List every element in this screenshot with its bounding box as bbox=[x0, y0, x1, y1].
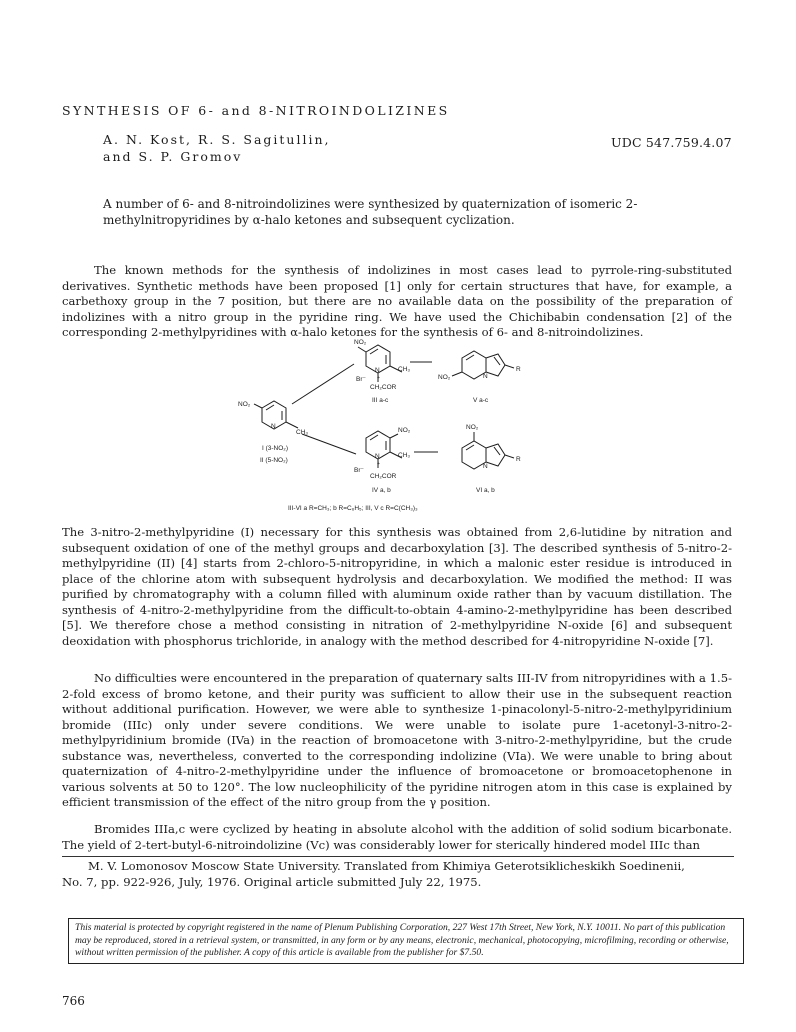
scheme-nplus-IV: + bbox=[377, 461, 380, 467]
scheme-br-III: Br⁻ bbox=[356, 376, 366, 383]
arrow-to-IV bbox=[302, 434, 356, 454]
arrow-to-III bbox=[292, 364, 354, 404]
paragraph-4: Bromides IIIa,c were cyclized by heating in absolute alcohol with the addition of solid sodium bicarbonate. The yield of 2-tert-butyl-6-nitroindolizine (Vc) was considerably lower for sterically hindered model IIIc than bbox=[62, 822, 732, 852]
label-II: II (5-NO₂) bbox=[260, 457, 288, 464]
scheme-ch3-start: CH₃ bbox=[296, 429, 309, 436]
authors-line-2: and S. P. Gromov bbox=[103, 149, 243, 164]
scheme-caption: III-VI a R=CH₃; b R=C₆H₅; III, V c R=C(CH₃)₃ bbox=[288, 505, 418, 512]
scheme-r-VI: R bbox=[516, 456, 521, 463]
scheme-no2-IV: NO₂ bbox=[398, 427, 411, 434]
label-IV: IV a, b bbox=[372, 487, 391, 494]
scheme-nplus-III: + bbox=[377, 375, 380, 381]
scheme-br-IV: Br⁻ bbox=[354, 467, 364, 474]
footnote-line-2: No. 7, pp. 922-926, July, 1976. Original article submitted July 22, 1975. bbox=[62, 874, 482, 889]
label-III: III a-c bbox=[372, 397, 389, 404]
scheme-n-start: N bbox=[271, 423, 276, 430]
authors-line-1: A. N. Kost, R. S. Sagitullin, bbox=[103, 132, 331, 147]
scheme-ch3-III: CH₃ bbox=[398, 366, 411, 373]
scheme-n-IV: N bbox=[375, 453, 380, 460]
scheme-ch3-IV: CH₃ bbox=[398, 452, 411, 459]
scheme-ch2cor-IV: CH₂COR bbox=[370, 473, 397, 480]
article-title: SYNTHESIS OF 6- and 8-NITROINDOLIZINES bbox=[62, 103, 450, 118]
indolizine-V-five-ring bbox=[486, 354, 505, 376]
label-V: V a-c bbox=[473, 397, 489, 404]
scheme-n-III: N bbox=[375, 367, 380, 374]
label-VI: VI a, b bbox=[476, 487, 495, 494]
scheme-r-V: R bbox=[516, 366, 521, 373]
footnote-line-1: M. V. Lomonosov Moscow State University. Translated from Khimiya Geterotsiklicheskikh Soedinenii, bbox=[88, 859, 685, 873]
scheme-no2-start: NO₂ bbox=[238, 401, 251, 408]
paragraph-1: The known methods for the synthesis of indolizines in most cases lead to pyrrole-ring-substituted derivatives. Synthetic methods have been proposed [1] only for certain structures that have, for example, a carbethoxy group in the 7 position, but there are no available data on the possibility of the preparation of indolizines with a nitro group in the pyridine ring. We have used the Chichibabin condensation [2] of the corresponding 2-methylpyridines with α-halo ketones for the synthesis of 6- and 8-nitroindolizines. bbox=[62, 263, 732, 339]
paragraph-2: The 3-nitro-2-methylpyridine (I) necessary for this synthesis was obtained from 2,6-lutidine by nitration and subsequent oxidation of one of the methyl groups and decarboxylation [3]. The described synthesis of 5-nitro-2-methylpyridine (II) [4] starts from 2-chloro-5-nitropyridine, in which a malonic ester residue is introduced in place of the chlorine atom with subsequent hydrolysis and decarboxylation. We modified the method: II was purified by chromatography with a column filled with aluminum oxide rather than by vacuum distillation. The synthesis of 4-nitro-2-methylpyridine from the difficult-to-obtain 4-amino-2-methylpyridine has been described [5]. We therefore chose a method consisting in nitration of 2-methylpyridine N-oxide [6] and subsequent deoxidation with phosphorus trichloride, in analogy with the method described for 4-nitropyridine N-oxide [7]. bbox=[62, 525, 732, 648]
author-list bbox=[103, 131, 331, 165]
scheme-ch2cor-III: CH₂COR bbox=[370, 384, 397, 391]
scheme-no2-V: NO₂ bbox=[438, 374, 451, 381]
reaction-scheme bbox=[232, 338, 562, 520]
udc-code: UDC 547.759.4.07 bbox=[611, 135, 732, 150]
copyright-notice: This material is protected by copyright registered in the name of Plenum Publishing Corporation, 227 West 17th Street, New York, N.Y. 10011. No part of this publication may be reproduced, stored in a retrieval system, or transmitted, in any form or by any means, electronic, mechanical, photocopying, microfilming, recording or otherwise, without written permission of the publisher. A copy of this article is available from the publisher for $7.50. bbox=[68, 918, 744, 964]
abstract: A number of 6- and 8-nitroindolizines were synthesized by quaternization of isomeric 2-methylnitropyridines by α-halo ketones and subsequent cyclization. bbox=[103, 197, 638, 227]
footnote bbox=[62, 859, 734, 890]
scheme-no2-III: NO₂ bbox=[354, 339, 367, 346]
label-I: I (3-NO₂) bbox=[262, 445, 288, 452]
footnote-rule bbox=[62, 856, 734, 857]
scheme-n-V: N bbox=[483, 373, 488, 380]
scheme-no2-VI: NO₂ bbox=[466, 424, 479, 431]
scheme-n-VI: N bbox=[483, 463, 488, 470]
paragraph-3: No difficulties were encountered in the preparation of quaternary salts III-IV from nitropyridines with a 1.5-2-fold excess of bromo ketone, and their purity was sufficient to allow their use in the subsequent reaction without additional purification. However, we were able to synthesize 1-pinacolonyl-5-nitro-2-methylpyridinium bromide (IIIc) only under severe conditions. We were unable to isolate pure 1-acetonyl-3-nitro-2-methylpyridinium bromide (IVa) in the reaction of bromoacetone with 3-nitro-2-methylpyridine, but the crude substance was, nevertheless, converted to the corresponding indolizine (VIa). We were unable to bring about quaternization of 4-nitro-2-methylpyridine under the influence of bromoacetone or bromoacetophenone in various solvents at 50 to 120°. The low nucleophilicity of the pyridine nitrogen atom in this case is explained by efficient transmission of the effect of the nitro group from the γ position. bbox=[62, 671, 732, 809]
page-number: 766 bbox=[62, 994, 85, 1008]
indolizine-VI-five-ring bbox=[486, 444, 505, 466]
